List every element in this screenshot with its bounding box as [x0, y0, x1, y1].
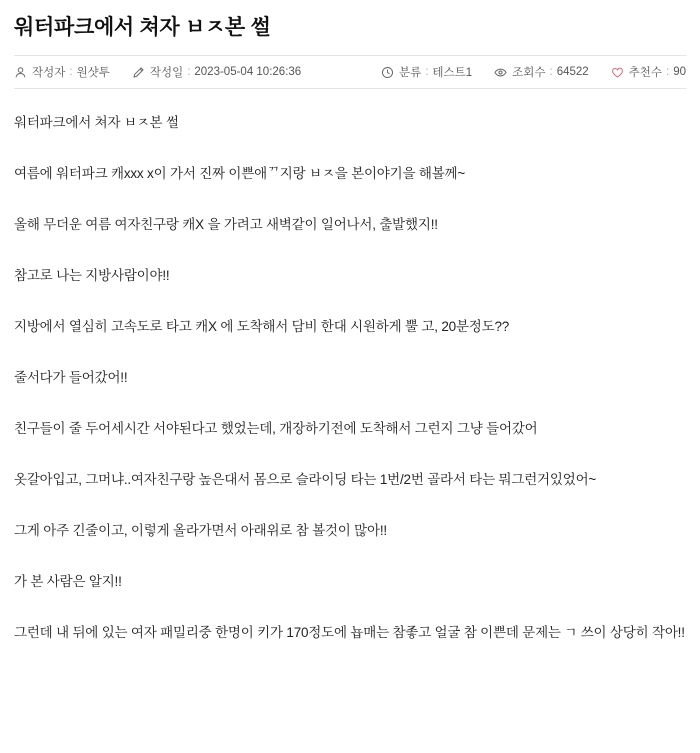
post-paragraph: 그게 아주 긴줄이고, 이렇게 올라가면서 아래위로 참 볼것이 많아!! [14, 522, 387, 538]
post-paragraph: 줄서다가 들어갔어!! [14, 369, 128, 385]
post-body [14, 89, 686, 643]
post-paragraph: 친구들이 줄 두어세시간 서야된다고 했었는데, 개장하기전에 도착해서 그런지 그냥 들어갔어 [14, 420, 538, 436]
meta-separator: : [69, 66, 73, 79]
meta-date-value: 2023-05-04 10:26:36 [194, 66, 302, 79]
post-paragraph: 지방에서 열심히 고속도로 타고 캐X 에 도착해서 담비 한대 시원하게 뿔 고, 20분정도?? [14, 318, 510, 334]
meta-date [132, 64, 301, 80]
meta-separator: : [425, 66, 429, 79]
meta-views-value: 64522 [556, 66, 589, 79]
meta-views [494, 64, 589, 80]
meta-category [381, 64, 472, 80]
clock-icon [381, 66, 394, 79]
eye-icon [494, 66, 507, 79]
meta-likes-label: 추천수 [628, 67, 662, 80]
meta-category-value: 테스트1 [432, 67, 473, 80]
person-icon [14, 66, 27, 79]
post-meta-right [381, 64, 686, 80]
page-title: 워터파크에서 쳐자 ㅂㅈ본 썰 [14, 16, 271, 39]
heart-icon [611, 66, 624, 79]
meta-author [14, 64, 110, 80]
post-meta-left [14, 64, 381, 80]
post-paragraph: 참고로 나는 지방사람이야!! [14, 268, 170, 284]
meta-separator: : [187, 66, 191, 79]
meta-author-label: 작성자 [32, 67, 66, 80]
post-paragraph: 올해 무더운 여름 여자친구랑 캐X 을 가려고 새벽같이 일어나서, 출발했지!! [14, 217, 438, 233]
post-paragraph: 워터파크에서 쳐자 ㅂㅈ본 썰 [14, 115, 179, 131]
meta-date-label: 작성일 [149, 67, 184, 80]
meta-category-label: 분류 [399, 67, 422, 80]
meta-separator: : [666, 66, 670, 79]
post-page [0, 14, 700, 643]
pencil-icon [132, 66, 145, 79]
meta-likes [611, 64, 686, 80]
meta-views-label: 조회수 [512, 67, 546, 80]
meta-author-value: 원샷투 [76, 67, 110, 80]
post-paragraph: 가 본 사람은 알지!! [14, 573, 122, 589]
post-paragraph: 그런데 내 뒤에 있는 여자 패밀리중 한명이 키가 170정도에 뇹매는 참좋고 얼굴 참 이쁜데 문제는 ㄱ 쓰이 상당히 작아!! [14, 624, 685, 640]
meta-separator: : [549, 66, 553, 79]
meta-likes-value: 90 [673, 66, 686, 79]
post-meta-bar [14, 55, 686, 89]
post-paragraph: 여름에 워터파크 캐xxx x이 가서 진짜 이쁜애ᄁ지랑 ㅂㅈ을 본이야기을 해볼께~ [14, 166, 466, 182]
post-paragraph: 옷갈아입고, 그머냐..여자친구랑 높은대서 몸으로 슬라이딩 타는 1번/2번 골라서 타는 뭐그런거있었어~ [14, 471, 597, 487]
